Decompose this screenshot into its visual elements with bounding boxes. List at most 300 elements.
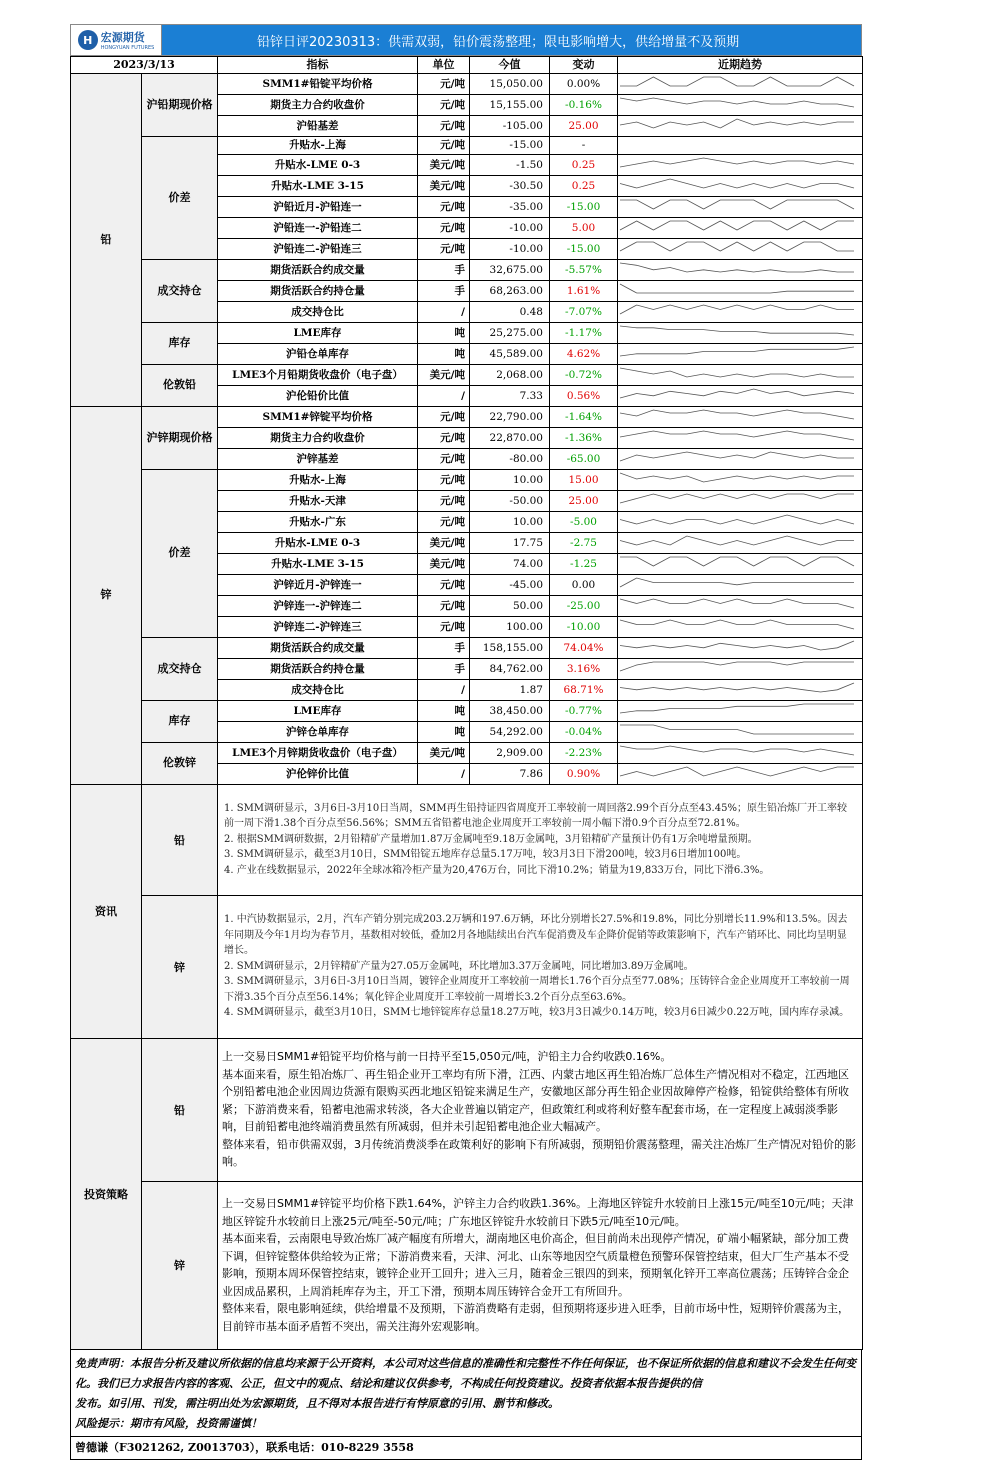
report-date: 2023/3/13 [71, 57, 218, 74]
indicator-unit: 元/吨 [418, 574, 470, 595]
sparkline-line [620, 578, 854, 587]
strategy-lead-label: 铅 [142, 1038, 218, 1181]
sparkline-chart [618, 176, 856, 191]
risk-warning: 风险提示：期市有风险，投资需谨慎！ [75, 1416, 262, 1430]
indicator-change: 68.71% [550, 679, 618, 700]
indicator-unit: 元/吨 [418, 196, 470, 217]
indicator-name: 沪锌近月-沪锌连一 [218, 574, 418, 595]
sparkline-line [620, 98, 854, 107]
indicator-change: -1.36% [550, 427, 618, 448]
indicator-change: -15.00 [550, 196, 618, 217]
sparkline-chart [618, 491, 856, 506]
col-trend: 近期趋势 [618, 57, 863, 74]
indicator-change: -15.00 [550, 238, 618, 259]
sparkline-line [620, 620, 854, 629]
news-lead-body [218, 784, 863, 895]
indicator-value: -105.00 [470, 116, 550, 137]
indicator-name: 升贴水-上海 [218, 469, 418, 490]
indicator-value: -15.00 [470, 137, 550, 155]
news-zinc-item: 2. SMM调研显示，2月锌精矿产量为27.05万金属吨，环比增加3.37万金属吨，同比增加3.89万金属吨。 [224, 960, 694, 972]
trend-sparkline [618, 616, 863, 637]
indicator-unit: 元/吨 [418, 95, 470, 116]
indicator-unit: 元/吨 [418, 137, 470, 155]
indicator-name: 期货活跃合约持仓量 [218, 658, 418, 679]
trend-sparkline [618, 679, 863, 700]
table-row [71, 74, 863, 95]
indicator-change: -25.00 [550, 595, 618, 616]
news-lead-label: 铅 [142, 784, 218, 895]
sparkline-line [620, 347, 854, 356]
sparkline-line [620, 746, 854, 755]
sparkline-line [620, 119, 854, 128]
indicator-value: -10.00 [470, 217, 550, 238]
table-row [71, 742, 863, 763]
indicator-unit: 元/吨 [418, 427, 470, 448]
indicator-name: 升贴水-LME 3-15 [218, 175, 418, 196]
strategy-zinc-label: 锌 [142, 1181, 218, 1349]
news-zinc-body [218, 895, 863, 1038]
trend-sparkline [618, 595, 863, 616]
sparkline-chart [618, 428, 856, 443]
trend-sparkline [618, 532, 863, 553]
indicator-name: 期货主力合约收盘价 [218, 95, 418, 116]
metal-label: 锌 [71, 406, 142, 784]
col-change: 变动 [550, 57, 618, 74]
indicator-name: 沪铅仓单库存 [218, 343, 418, 364]
sparkline-line [620, 536, 854, 545]
indicator-value: 2,068.00 [470, 364, 550, 385]
sparkline-chart [618, 116, 856, 131]
sparkline-chart [618, 281, 856, 296]
sparkline-line [620, 431, 854, 440]
table-row [71, 322, 863, 343]
sparkline-chart [618, 512, 856, 527]
indicator-value: 158,155.00 [470, 637, 550, 658]
metal-label: 铅 [71, 74, 142, 407]
sparkline-line [620, 767, 854, 776]
sparkline-chart [618, 743, 856, 758]
indicator-change: -7.07% [550, 301, 618, 322]
sparkline-line [620, 662, 854, 671]
news-zinc-item: 4. SMM调研显示，截至3月10日，SMM七地锌锭库存总量18.27万吨，较3月3日减少0.14万吨，较3月6日减少0.22万吨，国内库存录减。 [224, 1007, 850, 1019]
trend-sparkline [618, 742, 863, 763]
trend-sparkline [618, 721, 863, 742]
disclaimer [70, 1350, 862, 1437]
indicator-unit: 吨 [418, 721, 470, 742]
strategy-zinc-para: 上一交易日SMM1#锌锭平均价格下跌1.64%，沪锌主力合约收跌1.36%。上海地区锌锭升水较前日上涨15元/吨至10元/吨；天津地区锌锭升水较前日上涨25元/吨至-50元/吨；广东地区锌锭升水较前日下跌5元/吨至10元/吨。 [222, 1197, 854, 1228]
indicator-value: 17.75 [470, 532, 550, 553]
strategy-zinc-para: 整体来看，限电影响延续，供给增量不及预期，下游消费略有走弱，但预期将逐步进入旺季，目前市场中性，短期锌价震荡为主，目前锌市基本面矛盾暂不突出，需关注海外宏观影响。 [222, 1302, 849, 1333]
indicator-unit: 元/吨 [418, 238, 470, 259]
sparkline-chart [618, 95, 856, 110]
sparkline-line [620, 452, 854, 461]
table-header-row [71, 57, 863, 74]
indicator-value: 84,762.00 [470, 658, 550, 679]
sparkline-line [620, 326, 854, 335]
table-row [71, 406, 863, 427]
news-lead-item: 1. SMM调研显示，3月6日-3月10日当周，SMM再生铅持证四省周度开工率较前一周回落2.99个百分点至43.45%；原生铅冶炼厂开工率较前一周下滑1.38个百分点至56.56%；SMM五省铅蓄电池企业周度开工率较前一周小幅下滑0.9个百分点至72.81%。 [224, 802, 847, 830]
indicator-unit: 手 [418, 637, 470, 658]
indicator-value: -50.00 [470, 490, 550, 511]
table-row [71, 637, 863, 658]
indicator-name: 升贴水-LME 0-3 [218, 154, 418, 175]
indicator-change: 0.56% [550, 385, 618, 406]
trend-sparkline [618, 301, 863, 322]
section-label: 伦敦锌 [142, 742, 218, 784]
indicator-value: 15,050.00 [470, 74, 550, 95]
sparkline-chart [618, 239, 856, 254]
indicator-change: -65.00 [550, 448, 618, 469]
indicator-change: 15.00 [550, 469, 618, 490]
indicator-name: 沪锌连一-沪锌连二 [218, 595, 418, 616]
trend-sparkline [618, 637, 863, 658]
section-label: 沪锌期现价格 [142, 406, 218, 469]
indicator-value: -1.50 [470, 154, 550, 175]
indicator-change: 1.61% [550, 280, 618, 301]
indicator-unit: / [418, 385, 470, 406]
section-label: 伦敦铅 [142, 364, 218, 406]
sparkline-chart [618, 701, 856, 716]
trend-sparkline [618, 259, 863, 280]
indicator-unit: 元/吨 [418, 406, 470, 427]
indicator-value: 54,292.00 [470, 721, 550, 742]
indicator-name: 沪铅连二-沪铅连三 [218, 238, 418, 259]
indicator-unit: 手 [418, 259, 470, 280]
news-lead-item: 4. 产业在线数据显示，2022年全球冰箱冷柜产量为20,476万台，同比下滑10.2%；销量为19,833万台，同比下滑6.3%。 [224, 864, 770, 876]
indicator-name: LME3个月锌期货收盘价（电子盘） [218, 742, 418, 763]
trend-sparkline [618, 490, 863, 511]
sparkline-line [620, 389, 854, 398]
indicator-value: 25,275.00 [470, 322, 550, 343]
sparkline-chart [618, 680, 856, 695]
indicator-name: 沪伦铅价比值 [218, 385, 418, 406]
trend-sparkline [618, 511, 863, 532]
indicator-name: 升贴水-LME 0-3 [218, 532, 418, 553]
indicator-value: 15,155.00 [470, 95, 550, 116]
indicator-change: 0.25 [550, 154, 618, 175]
indicator-name: 升贴水-广东 [218, 511, 418, 532]
indicator-value: -30.50 [470, 175, 550, 196]
strategy-zinc-body [218, 1181, 863, 1349]
strategy-lead-body [218, 1038, 863, 1181]
indicator-value: 74.00 [470, 553, 550, 574]
disclaimer-text: 免责声明：本报告分析及建议所依据的信息均来源于公开资料，本公司对这些信息的准确性和完整性不作任何保证，也不保证所依据的信息和建议不会发生任何变化。我们已力求报告内容的客观、公正，但文中的观点、结论和建议仅供参考，不构成任何投资建议。投资者依据本报告提供的信 [75, 1356, 856, 1390]
indicator-name: 期货活跃合约成交量 [218, 259, 418, 280]
indicator-unit: / [418, 763, 470, 784]
indicator-unit: 元/吨 [418, 217, 470, 238]
indicator-unit: 吨 [418, 700, 470, 721]
trend-sparkline [618, 137, 863, 155]
trend-sparkline [618, 385, 863, 406]
indicator-unit: 手 [418, 658, 470, 679]
sparkline-chart [618, 533, 856, 548]
sparkline-line [620, 641, 854, 650]
indicator-name: 沪锌仓单库存 [218, 721, 418, 742]
indicator-name: 升贴水-天津 [218, 490, 418, 511]
indicator-name: 期货主力合约收盘价 [218, 427, 418, 448]
strategy-label: 投资策略 [71, 1038, 142, 1349]
sparkline-chart [618, 596, 856, 611]
indicator-name: 沪铅近月-沪铅连一 [218, 196, 418, 217]
trend-sparkline [618, 364, 863, 385]
sparkline-chart [618, 659, 856, 674]
sparkline-line [620, 725, 854, 734]
trend-sparkline [618, 154, 863, 175]
report-title: 铅锌日评20230313：供需双弱，铅价震荡整理；限电影响增大，供给增量不及预期 [162, 25, 861, 55]
indicator-unit: 手 [418, 280, 470, 301]
analyst-contact: 曾德谦（F3021262, Z0013703），联系电话：010-8229 3558 [70, 1437, 862, 1460]
trend-sparkline [618, 95, 863, 116]
indicator-name: SMM1#铅锭平均价格 [218, 74, 418, 95]
sparkline-line [620, 557, 854, 566]
indicator-unit: 美元/吨 [418, 364, 470, 385]
table-row [71, 137, 863, 155]
indicator-value: -35.00 [470, 196, 550, 217]
indicator-unit: 元/吨 [418, 511, 470, 532]
news-zinc-label: 锌 [142, 895, 218, 1038]
section-label: 成交持仓 [142, 259, 218, 322]
indicator-unit: 美元/吨 [418, 742, 470, 763]
indicator-value: 38,450.00 [470, 700, 550, 721]
indicator-unit: / [418, 301, 470, 322]
sparkline-line [620, 494, 854, 503]
sparkline-chart [618, 365, 856, 380]
strategy-lead-para: 基本面来看，原生铅冶炼厂、再生铅企业开工率均有所下滑，江西、内蒙古地区再生铅冶炼厂总体生产情况相对不稳定，江西地区个别铅蓄电池企业因周边货源有限购买西北地区铅锭来满足生产，安徽地区部分再生铅企业因故障停产检修，铅锭供给整体有所收紧；下游消费来看，铅蓄电池需求转淡，各大企业普遍以销定产，但政策红利或将利好整车配套市场，在一定程度上减弱淡季影响，目前铅蓄电池终端消费虽然有所减弱，但并未引起铅蓄电池企业大幅减产。 [222, 1067, 849, 1134]
indicator-change: -0.77% [550, 700, 618, 721]
indicator-change: -1.64% [550, 406, 618, 427]
sparkline-chart [618, 74, 856, 89]
indicator-change: -10.00 [550, 616, 618, 637]
table-row [71, 469, 863, 490]
indicator-value: 0.48 [470, 301, 550, 322]
sparkline-line [620, 179, 854, 188]
trend-sparkline [618, 469, 863, 490]
trend-sparkline [618, 406, 863, 427]
sparkline-line [620, 158, 854, 167]
indicator-value: 22,870.00 [470, 427, 550, 448]
indicator-name: 沪锌连二-沪锌连三 [218, 616, 418, 637]
trend-sparkline [618, 553, 863, 574]
indicator-change: 3.16% [550, 658, 618, 679]
news-table [70, 784, 863, 1350]
indicator-change: 74.04% [550, 637, 618, 658]
trend-sparkline [618, 175, 863, 196]
indicator-name: 沪锌基差 [218, 448, 418, 469]
sparkline-chart [618, 638, 856, 653]
sparkline-chart [618, 407, 856, 422]
indicator-change: - [550, 137, 618, 155]
indicator-value: 100.00 [470, 616, 550, 637]
indicator-name: 沪铅基差 [218, 116, 418, 137]
indicator-unit: 美元/吨 [418, 175, 470, 196]
indicator-name: 成交持仓比 [218, 679, 418, 700]
sparkline-line [620, 473, 854, 482]
trend-sparkline [618, 658, 863, 679]
table-row [71, 259, 863, 280]
sparkline-chart [618, 218, 856, 233]
indicator-value: 45,589.00 [470, 343, 550, 364]
indicator-unit: 元/吨 [418, 448, 470, 469]
sparkline-chart [618, 197, 856, 212]
table-row [71, 364, 863, 385]
indicator-change: 0.00 [550, 574, 618, 595]
indicator-unit: 吨 [418, 322, 470, 343]
indicator-change: -0.72% [550, 364, 618, 385]
sparkline-chart [618, 302, 856, 317]
indicator-unit: 美元/吨 [418, 553, 470, 574]
trend-sparkline [618, 74, 863, 95]
report-header [70, 24, 862, 56]
section-label: 价差 [142, 137, 218, 260]
strategy-lead-para: 整体来看，铅市供需双弱，3月传统消费淡季在政策利好的影响下有所减弱，预期铅价震荡整理，需关注冶炼厂生产情况对铅价的影响。 [222, 1137, 856, 1169]
section-label: 库存 [142, 322, 218, 364]
sparkline-line [620, 200, 854, 209]
indicator-change: 0.00% [550, 74, 618, 95]
trend-sparkline [618, 280, 863, 301]
indicator-change: -5.57% [550, 259, 618, 280]
indicator-table [70, 56, 863, 785]
sparkline-line [620, 305, 854, 314]
sparkline-chart [618, 449, 856, 464]
sparkline-line [620, 221, 854, 230]
col-today: 今值 [470, 57, 550, 74]
sparkline-chart [618, 764, 856, 779]
section-label: 沪铅期现价格 [142, 74, 218, 137]
indicator-name: LME3个月铅期货收盘价（电子盘） [218, 364, 418, 385]
company-logo [71, 25, 162, 55]
indicator-change: 25.00 [550, 490, 618, 511]
sparkline-line [620, 683, 854, 692]
sparkline-chart [618, 617, 856, 632]
sparkline-chart [618, 323, 856, 338]
indicator-value: 68,263.00 [470, 280, 550, 301]
indicator-value: -45.00 [470, 574, 550, 595]
news-zinc-item: 3. SMM调研显示，3月6日-3月10日当周，镀锌企业周度开工率较前一周增长1.76个百分点至77.08%；压铸锌合金企业周度开工率较前一周下滑3.35个百分点至56.14%；氧化锌企业周度开工率较前一周增长3.2个百分点至63.6%。 [224, 976, 850, 1003]
indicator-value: -80.00 [470, 448, 550, 469]
sparkline-chart [618, 344, 856, 359]
indicator-unit: 元/吨 [418, 616, 470, 637]
indicator-value: 10.00 [470, 511, 550, 532]
indicator-change: -2.23% [550, 742, 618, 763]
indicator-unit: 元/吨 [418, 595, 470, 616]
indicator-unit: / [418, 679, 470, 700]
indicator-value: 2,909.00 [470, 742, 550, 763]
indicator-name: 沪铅连一-沪铅连二 [218, 217, 418, 238]
indicator-name: 沪伦锌价比值 [218, 763, 418, 784]
sparkline-line [620, 515, 854, 524]
trend-sparkline [618, 427, 863, 448]
report-page [70, 24, 862, 1460]
indicator-change: -0.16% [550, 95, 618, 116]
indicator-value: 7.33 [470, 385, 550, 406]
trend-sparkline [618, 343, 863, 364]
news-label: 资讯 [71, 784, 142, 1038]
sparkline-chart [618, 575, 856, 590]
indicator-name: 成交持仓比 [218, 301, 418, 322]
indicator-name: SMM1#锌锭平均价格 [218, 406, 418, 427]
indicator-value: 50.00 [470, 595, 550, 616]
logo-cn-text: 宏源期货 [100, 31, 145, 44]
sparkline-line [620, 77, 854, 86]
sparkline-line [620, 284, 854, 293]
indicator-unit: 元/吨 [418, 74, 470, 95]
indicator-unit: 吨 [418, 343, 470, 364]
indicator-value: 22,790.00 [470, 406, 550, 427]
table-row [71, 700, 863, 721]
indicator-value: 32,675.00 [470, 259, 550, 280]
indicator-change: 0.90% [550, 763, 618, 784]
indicator-unit: 美元/吨 [418, 532, 470, 553]
trend-sparkline [618, 700, 863, 721]
indicator-change: -5.00 [550, 511, 618, 532]
indicator-unit: 元/吨 [418, 116, 470, 137]
sparkline-line [620, 263, 854, 272]
trend-sparkline [618, 196, 863, 217]
indicator-name: 升贴水-上海 [218, 137, 418, 155]
indicator-change: -1.17% [550, 322, 618, 343]
trend-sparkline [618, 217, 863, 238]
indicator-value: 7.86 [470, 763, 550, 784]
trend-sparkline [618, 322, 863, 343]
news-lead-item: 3. SMM调研显示，截至3月10日，SMM铅锭五地库存总量5.17万吨，较3月3日下滑200吨，较3月6日增加100吨。 [224, 849, 747, 861]
indicator-change: 25.00 [550, 116, 618, 137]
section-label: 成交持仓 [142, 637, 218, 700]
news-lead-item: 2. 根据SMM调研数据，2月铅精矿产量增加1.87万金属吨至9.18万金属吨，3月铅精矿产量预计仍有1万余吨增量预期。 [224, 833, 758, 845]
sparkline-chart [618, 260, 856, 275]
logo-mark-icon: H [78, 30, 98, 50]
sparkline-chart [618, 722, 856, 737]
indicator-name: LME库存 [218, 322, 418, 343]
sparkline-line [620, 704, 854, 713]
sparkline-line [620, 410, 854, 419]
sparkline-line [620, 599, 854, 608]
indicator-value: 1.87 [470, 679, 550, 700]
indicator-name: 期货活跃合约成交量 [218, 637, 418, 658]
indicator-unit: 元/吨 [418, 469, 470, 490]
sparkline-line [620, 242, 854, 251]
strategy-zinc-para: 基本面来看，云南限电导致冶炼厂减产幅度有所增大，湖南地区电价高企，但目前尚未出现停产情况，矿端小幅紧缺，部分加工费下调，但锌锭整体供给较为正常；下游消费来看，天津、河北、山东等地因空气质量橙色预警环保管控结束，但大厂生产基本不受影响，预期本周环保管控结束，镀锌企业开工回升；进入三月，随着金三银四的到来，预期氧化锌开工率高位震荡；压铸锌合金企业因成品累积，上周消耗库存为主，开工下滑，预期本周压铸锌合金开工有所回升。 [222, 1232, 849, 1298]
indicator-change: -1.25 [550, 553, 618, 574]
indicator-change: -0.04% [550, 721, 618, 742]
strategy-lead-para: 上一交易日SMM1#铅锭平均价格与前一日持平至15,050元/吨，沪铅主力合约收跌0.16%。 [222, 1050, 672, 1064]
sparkline-chart [618, 386, 856, 401]
indicator-unit: 元/吨 [418, 490, 470, 511]
sparkline-line [620, 368, 854, 377]
indicator-change: 5.00 [550, 217, 618, 238]
logo-en-text: HONGYUAN FUTURES [100, 45, 155, 51]
trend-sparkline [618, 574, 863, 595]
trend-sparkline [618, 238, 863, 259]
disclaimer-text: 发布。如引用、刊发，需注明出处为宏源期货，且不得对本报告进行有悖原意的引用、删节和修改。 [75, 1396, 559, 1410]
news-zinc-item: 1. 中汽协数据显示，2月，汽车产销分别完成203.2万辆和197.6万辆，环比分别增长27.5%和19.8%，同比分别增长11.9%和13.5%。因去年同期及今年1月均为春节月，基数相对较低，叠加2月各地陆续出台汽车促消费及车企降价促销等政策影响下，汽车产销环比、同比均呈明显增长。 [224, 914, 848, 957]
indicator-change: 0.25 [550, 175, 618, 196]
sparkline-chart [618, 155, 856, 170]
col-indicator: 指标 [218, 57, 418, 74]
indicator-change: -2.75 [550, 532, 618, 553]
trend-sparkline [618, 116, 863, 137]
trend-sparkline [618, 763, 863, 784]
section-label: 价差 [142, 469, 218, 637]
sparkline-chart [618, 470, 856, 485]
col-unit: 单位 [418, 57, 470, 74]
sparkline-chart [618, 554, 856, 569]
indicator-unit: 美元/吨 [418, 154, 470, 175]
indicator-change: 4.62% [550, 343, 618, 364]
indicator-name: 期货活跃合约持仓量 [218, 280, 418, 301]
indicator-name: LME库存 [218, 700, 418, 721]
indicator-value: -10.00 [470, 238, 550, 259]
trend-sparkline [618, 448, 863, 469]
